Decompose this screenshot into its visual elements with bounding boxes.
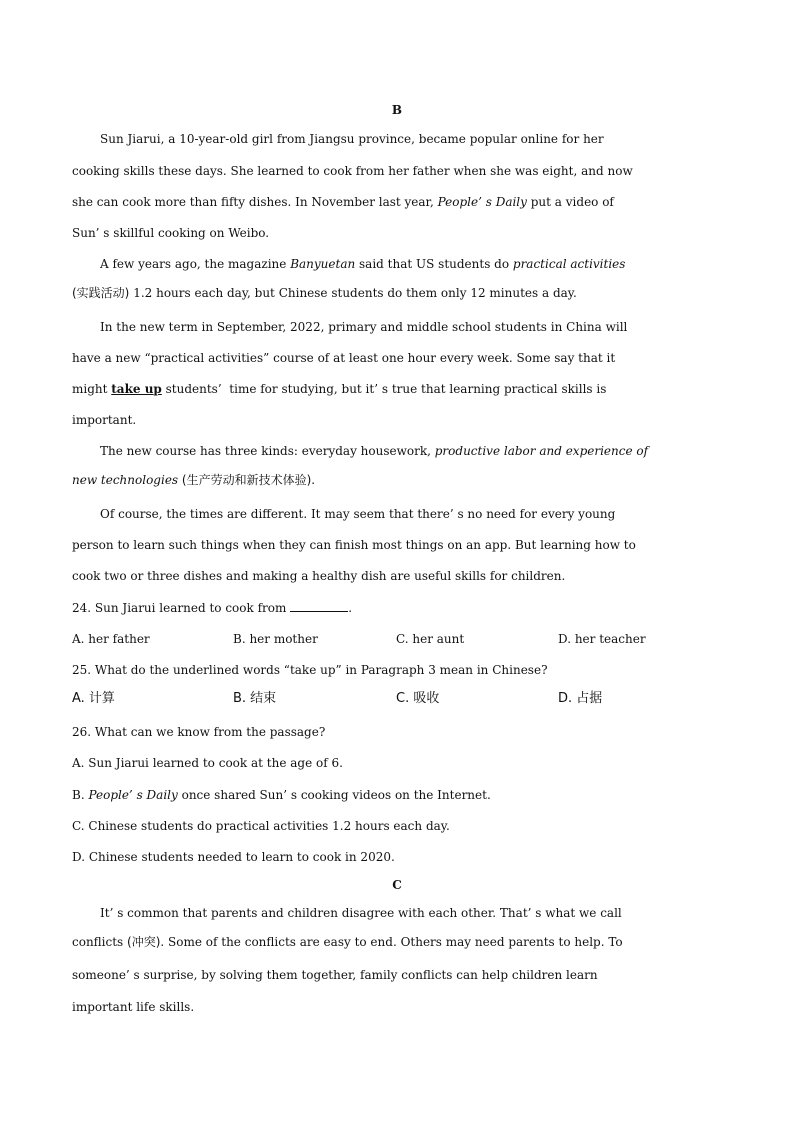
q25-option-c: C. 吸收 xyxy=(396,691,440,706)
b-p4-line1: The new course has three kinds: everyday housework, productive labor and experience of xyxy=(100,444,649,458)
q26-stem: 26. What can we know from the passage? xyxy=(72,725,326,739)
q24-option-d: D. her teacher xyxy=(558,632,646,646)
c-p1-line3: someone’ s surprise, by solving them together, family conflicts can help children learn xyxy=(72,968,598,982)
answer-blank xyxy=(290,601,348,612)
b-p1-line4: Sun’ s skillful cooking on Weibo. xyxy=(72,226,270,240)
newspaper-title: People’ s Daily xyxy=(437,195,527,209)
b-p3-line3: might take up students’ time for studying, but it’ s true that learning practical skills is xyxy=(72,382,607,396)
q25-option-a: A. 计算 xyxy=(72,691,115,706)
q26-option-b: B. People’ s Daily once shared Sun’ s cooking videos on the Internet. xyxy=(72,788,491,802)
b-p4-line2: new technologies (生产劳动和新技术体验). xyxy=(72,473,316,487)
underlined-phrase: take up xyxy=(111,382,162,396)
b-p3-line4: important. xyxy=(72,413,137,427)
c-p1-line2: conflicts (冲突). Some of the conflicts are easy to end. Others may need parents to help. To xyxy=(72,935,623,949)
b-p1-line2: cooking skills these days. She learned to cook from her father when she was eight, and now xyxy=(72,164,633,178)
b-p5-line1: Of course, the times are different. It may seem that there’ s no need for every young xyxy=(100,507,616,521)
section-c-heading: C xyxy=(392,878,402,892)
b-p2-line1: A few years ago, the magazine Banyuetan said that US students do practical activities xyxy=(100,257,626,271)
b-p1-line3: she can cook more than fifty dishes. In November last year, People’ s Daily put a video of xyxy=(72,195,614,209)
b-p3-line2: have a new “practical activities” course of at least one hour every week. Some say that it xyxy=(72,351,616,365)
q26-option-c: C. Chinese students do practical activities 1.2 hours each day. xyxy=(72,819,450,833)
q25-option-b: B. 结束 xyxy=(233,691,277,706)
q25-option-d: D. 占据 xyxy=(558,691,603,706)
b-p1-line1: Sun Jiarui, a 10-year-old girl from Jiangsu province, became popular online for her xyxy=(100,132,604,146)
section-b-heading: B xyxy=(391,103,403,117)
q26-option-d: D. Chinese students needed to learn to cook in 2020. xyxy=(72,850,395,864)
b-p3-line1: In the new term in September, 2022, primary and middle school students in China will xyxy=(100,320,628,334)
q24-option-c: C. her aunt xyxy=(396,632,465,646)
q24-option-b: B. her mother xyxy=(233,632,318,646)
c-p1-line1: It’ s common that parents and children disagree with each other. That’ s what we call xyxy=(100,906,622,920)
c-p1-line4: important life skills. xyxy=(72,1000,195,1014)
q25-stem: 25. What do the underlined words “take up” in Paragraph 3 mean in Chinese? xyxy=(72,663,548,677)
q24-stem: 24. Sun Jiarui learned to cook from . xyxy=(72,601,353,615)
b-p5-line3: cook two or three dishes and making a healthy dish are useful skills for children. xyxy=(72,569,566,583)
b-p2-line2: (实践活动) 1.2 hours each day, but Chinese students do them only 12 minutes a day. xyxy=(72,286,577,300)
q26-option-a: A. Sun Jiarui learned to cook at the age of 6. xyxy=(72,756,343,770)
b-p5-line2: person to learn such things when they can finish most things on an app. But learning how to xyxy=(72,538,636,552)
q24-option-a: A. her father xyxy=(72,632,150,646)
